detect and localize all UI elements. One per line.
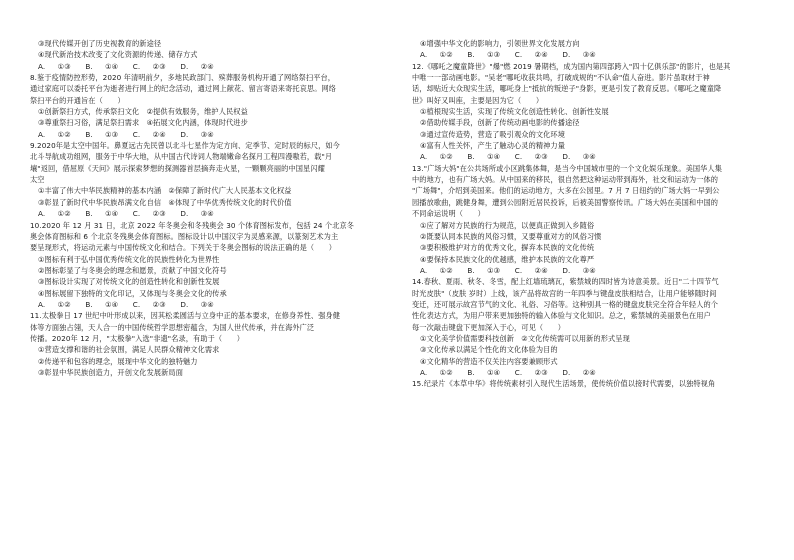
- answer-choices: A. ①② B. ①③ C. ②④ D. ③④: [420, 50, 596, 60]
- question-13-text: 13."广场大妈"在公共场所或小区跳集体舞，是当今中国城市里的一个文化娱乐现象。美国华人集: [412, 163, 723, 173]
- question-15-text: 15.纪录片《本草中华》将传统素材引入现代生活场景，使传统价值以接时代需要，以独特视角: [412, 379, 716, 389]
- option-line: ①应了解对方民族的行为规范，以便真正做到入乡随俗: [420, 220, 595, 230]
- right-column: [412, 38, 784, 390]
- answer-choices: A. ①② B. ①③ C. ②④ D. ③④: [38, 129, 214, 139]
- answer-choices: A. ①② B. ①④ C. ②③ D. ③④: [420, 152, 596, 162]
- option-line: ④图标展留下独特的文化印记，又体现与冬奥会文化的传承: [38, 288, 227, 298]
- option-line: ①创新祭扫方式，传承祭扫文化 ②提供有效服务，维护人民权益: [38, 107, 248, 117]
- question-13-text: 中的地方，也有广场大妈。从中国来的移民，很自然把这种运动带到海外，社交和运动为一体的: [412, 175, 719, 185]
- question-11-text: 体等方面独占翎，天人合一的中国传统哲学思想密蕴含，为国人世代传承，并在海外广泛: [30, 322, 315, 332]
- option-line: ③通过宣传造势，营造了吸引观众的文化环境: [420, 129, 566, 139]
- question-14-text: 性化表达方式，为用户带来更加独特的输入体验与文化知识。总之，紫禁城的美丽景色在用户: [412, 311, 711, 321]
- option-line: ③图标设计实现了对传统文化的创造性转化和创新性发展: [38, 277, 220, 287]
- question-14-text: 14.春秋、夏雨、秋冬、冬雪，配上红墙琉璃瓦，紫禁城的四时皆为诗意美景。近日"二十四节气: [412, 277, 719, 287]
- option-line: ④增强中华文化的影响力，引领世界文化发展方向: [420, 39, 580, 48]
- option-line: ③彰显中华民族创造力，开创文化发展新局面: [38, 367, 184, 377]
- option-line: ④要保持本民族文化的优越感，维护本民族的文化尊严: [420, 254, 595, 264]
- question-10-text: 要呈现形式，将运动元素与中国传统文化和结合。下列关于冬奥会图标的说法正确的是（ ）: [30, 243, 337, 253]
- question-13-text: 园播放歌曲，跳健身舞，遭到公园附近居民投诉，后被美国警察传讯。广场大妈在美国和中国的: [412, 197, 719, 207]
- option-line: ②借助传媒手段，创新了传统动画电影的传播途径: [420, 118, 580, 128]
- option-line: ④现代新治技术改变了文化资源的传递、储存方式: [38, 50, 198, 60]
- question-13-text: 不同命运说明（ ）: [412, 209, 485, 219]
- question-13-text: "广场舞"，介绍到美国来。他们的运动地方，大多在公园里。7 月 7 日纽约的广场大妈一早到公: [412, 186, 720, 196]
- question-12-text: 话，却贴近大众现实生活，哪吒身上"抵抗的叛逆子"身影，更是引发了教育反思。《哪吒之魔童降: [412, 84, 722, 94]
- option-line: ①图标有利于弘中国优秀传统文化的民族性转化为世界性: [38, 254, 220, 264]
- question-14-text: 时光皮肤"（皮肤 岁时）上线，该产品将故宫的一年四季与键盘皮肤相结合，让用户能够随时间: [412, 288, 717, 298]
- question-9-text: 壤"返回，借屈原《天问》展示探索梦想的探测器首层摘奔走火星，一颗颗亮丽的中国星闪耀: [30, 163, 325, 173]
- question-8-text: 通过家庭可以委托平台为逝者进行网上的纪念活动，通过网上献花、留言寄语来寄托哀思。网络: [30, 84, 337, 94]
- question-9-text: 9.2020年是太空中国年。鼻夏远古先民曾以北斗七星作为定方向、定季节、定时辰的标尺，如今: [30, 141, 340, 151]
- question-9-text: 北斗导航成功组网，服务于中华大地，从中国古代诗词人物端嫩命名探月工程四漫嗷若，载"月: [30, 152, 333, 162]
- question-8-text: 8.鉴于疫情防控形势，2020 年清明前夕，多地民政部门、殡葬服务机构开通了网络祭扫平台，: [30, 73, 336, 83]
- option-line: ①营造支撑和谐的社会氛围，满足人民群众精神文化需求: [38, 345, 220, 355]
- question-10-text: 10.2020 年 12 月 31 日，北京 2022 年冬奥会和冬残奥会 30 个体育图标发布，包括 24 个北京冬: [30, 220, 355, 230]
- question-12-text: 12.《哪吒之魔童降世》"爆"燃 2019 暑期档，成为国内第四部跨入"四十亿俱乐部"的影片，也是其: [412, 61, 731, 71]
- question-9-text: 太空: [30, 175, 45, 185]
- answer-choices: A. ①③ B. ①④ C. ②③ D. ②④: [38, 61, 214, 71]
- option-line: ③现代传媒开创了历史视教育的新途径: [38, 39, 162, 48]
- option-line: ③文化传承以满足个性化的文化体验为目的: [420, 345, 558, 355]
- question-14-text: 变迁，还可展示故宫节气的文化、礼俗、习俗等。这种别具一格的键盘皮肤完全符合年轻人的个: [412, 299, 719, 309]
- option-line: ④富有人性关怀，产生了触动心灵的精神力量: [420, 141, 566, 151]
- answer-choices: A. ①② B. ①④ C. ②③ D. ③④: [38, 299, 214, 309]
- question-11-text: 传播。2020年 12 月，"太极拳"入选"非遗"名录，有助于（ ）: [30, 333, 245, 343]
- question-10-text: 奥会体育图标和 6 个北京冬残奥会体育图标。图标设计以中国汉字为灵感来源，以篆刻艺术为主: [30, 231, 339, 241]
- question-12-text: 世》叫好又叫座，主要是因为它（ ）: [412, 95, 544, 105]
- question-14-text: 每一次敲击键盘下更加深入于心，可见（ ）: [412, 322, 566, 332]
- option-line: ②既要认同本民族的风俗习惯，又要尊重对方的风俗习惯: [420, 231, 602, 241]
- option-line: ②传递平和包容的理念，展现中华文化的独特魅力: [38, 356, 198, 366]
- option-line: ④文化精华的营造不仅关注内容要兼顾形式: [420, 356, 558, 366]
- left-column: [30, 38, 402, 378]
- option-line: ①丰富了伟大中华民族精神的基本内涵 ②保障了新时代广大人民基本文化权益: [38, 186, 292, 196]
- question-12-text: 中唯一一部动画电影。"吴老"哪吒收获共鸣，打破成规的"不认命"值人奋进。影片虽取材于神: [412, 73, 710, 83]
- answer-choices: A. ①② B. ①③ C. ②④ D. ③④: [420, 265, 596, 275]
- option-line: ③彰显了新时代中华民族昂满文化自信 ④体现了中华优秀传统文化的时代价值: [38, 197, 292, 207]
- option-line: ①文化美学价值需要科技创新 ②文化传统需可以用新的形式呈现: [420, 333, 630, 343]
- option-line: ③要积极维护对方的优秀文化，摒弃本民族的文化传统: [420, 243, 595, 253]
- option-line: ③尊重祭扫习俗，满足祭扫需求 ④拓展文化内涵，体现时代进步: [38, 118, 248, 128]
- answer-choices: A. ①② B. ①④ C. ②③ D. ③④: [38, 209, 214, 219]
- question-11-text: 11.太极拳日 17 世纪中叶形成以来，因其松柔圆活与立身中正的基本要求，在修身养性、强身健: [30, 311, 341, 321]
- question-8-text: 祭扫平台的开通旨在（ ）: [30, 95, 125, 105]
- answer-choices: A. ①② B. ①④ C. ②③ D. ②④: [420, 367, 596, 377]
- option-line: ①植根现实生活，实现了传统文化创造性转化、创新性发展: [420, 107, 609, 117]
- option-line: ②图标彰显了与冬奥会的理念和愿景，贡献了中国文化符号: [38, 265, 227, 275]
